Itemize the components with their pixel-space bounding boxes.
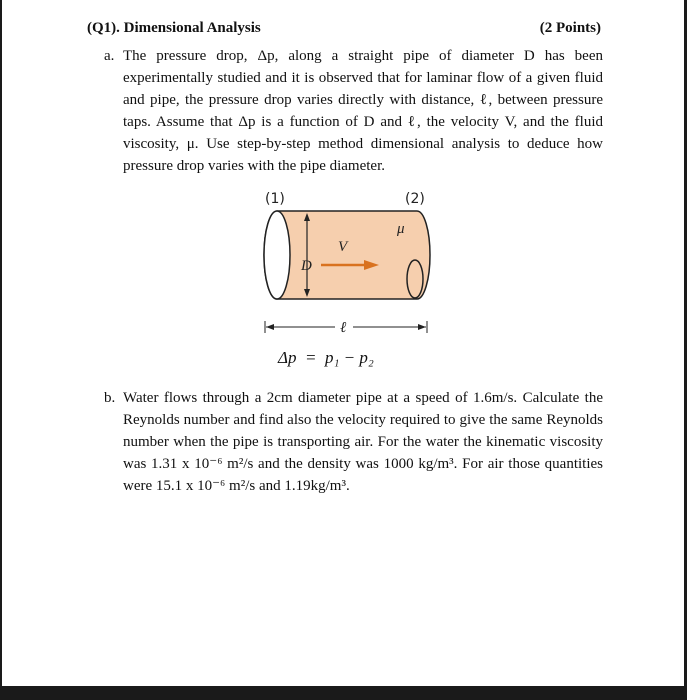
question-title: (Q1). Dimensional Analysis [87,20,261,36]
pipe-inlet-ellipse [264,211,290,299]
length-label: ℓ [340,320,347,336]
part-a-marker: a. [104,48,115,64]
question-points: (2 Points) [539,20,601,36]
part-b-marker: b. [104,390,116,406]
velocity-label: V [338,239,348,255]
bottom-bar [0,686,687,700]
part-b-text: Water flows through a 2cm diameter pipe at a speed of 1.6m/s. Calculate the Reynolds number and find also the velocity required to give the same Reynolds number when the pipe is transporting air. For the water the kinematic viscosity was 1.31 x 10⁻⁶ m²/s and the density was 1000 kg/m³. For air those quantities were 15.1 x 10⁻⁶ m²/s and 1.19kg/m³. [123,390,603,494]
length-arrow-left [266,324,274,330]
pressure-drop-equation: Δp = p₁ − p₂ [278,348,374,367]
question-part-b [104,387,603,497]
question-part-a [104,45,603,177]
diameter-label: D [301,258,312,274]
left-border [0,0,2,686]
part-a-text: The pressure drop, Δp, along a straight pipe of diameter D has been experimentally studied and it is observed that for laminar flow of a given fluid and pipe, the pressure drop varies directly with distance, ℓ, between pressure taps. Assume that Δp is a function of D and ℓ, the velocity V, and the fluid viscosity, μ. Use step-by-step method dimensional analysis to deduce how pressure drop varies with the pipe diameter. [123,48,603,174]
viscosity-label: μ [397,221,405,237]
section-2-label: (2) [405,191,425,207]
length-arrow-right [418,324,426,330]
section-1-label: (1) [265,191,285,207]
